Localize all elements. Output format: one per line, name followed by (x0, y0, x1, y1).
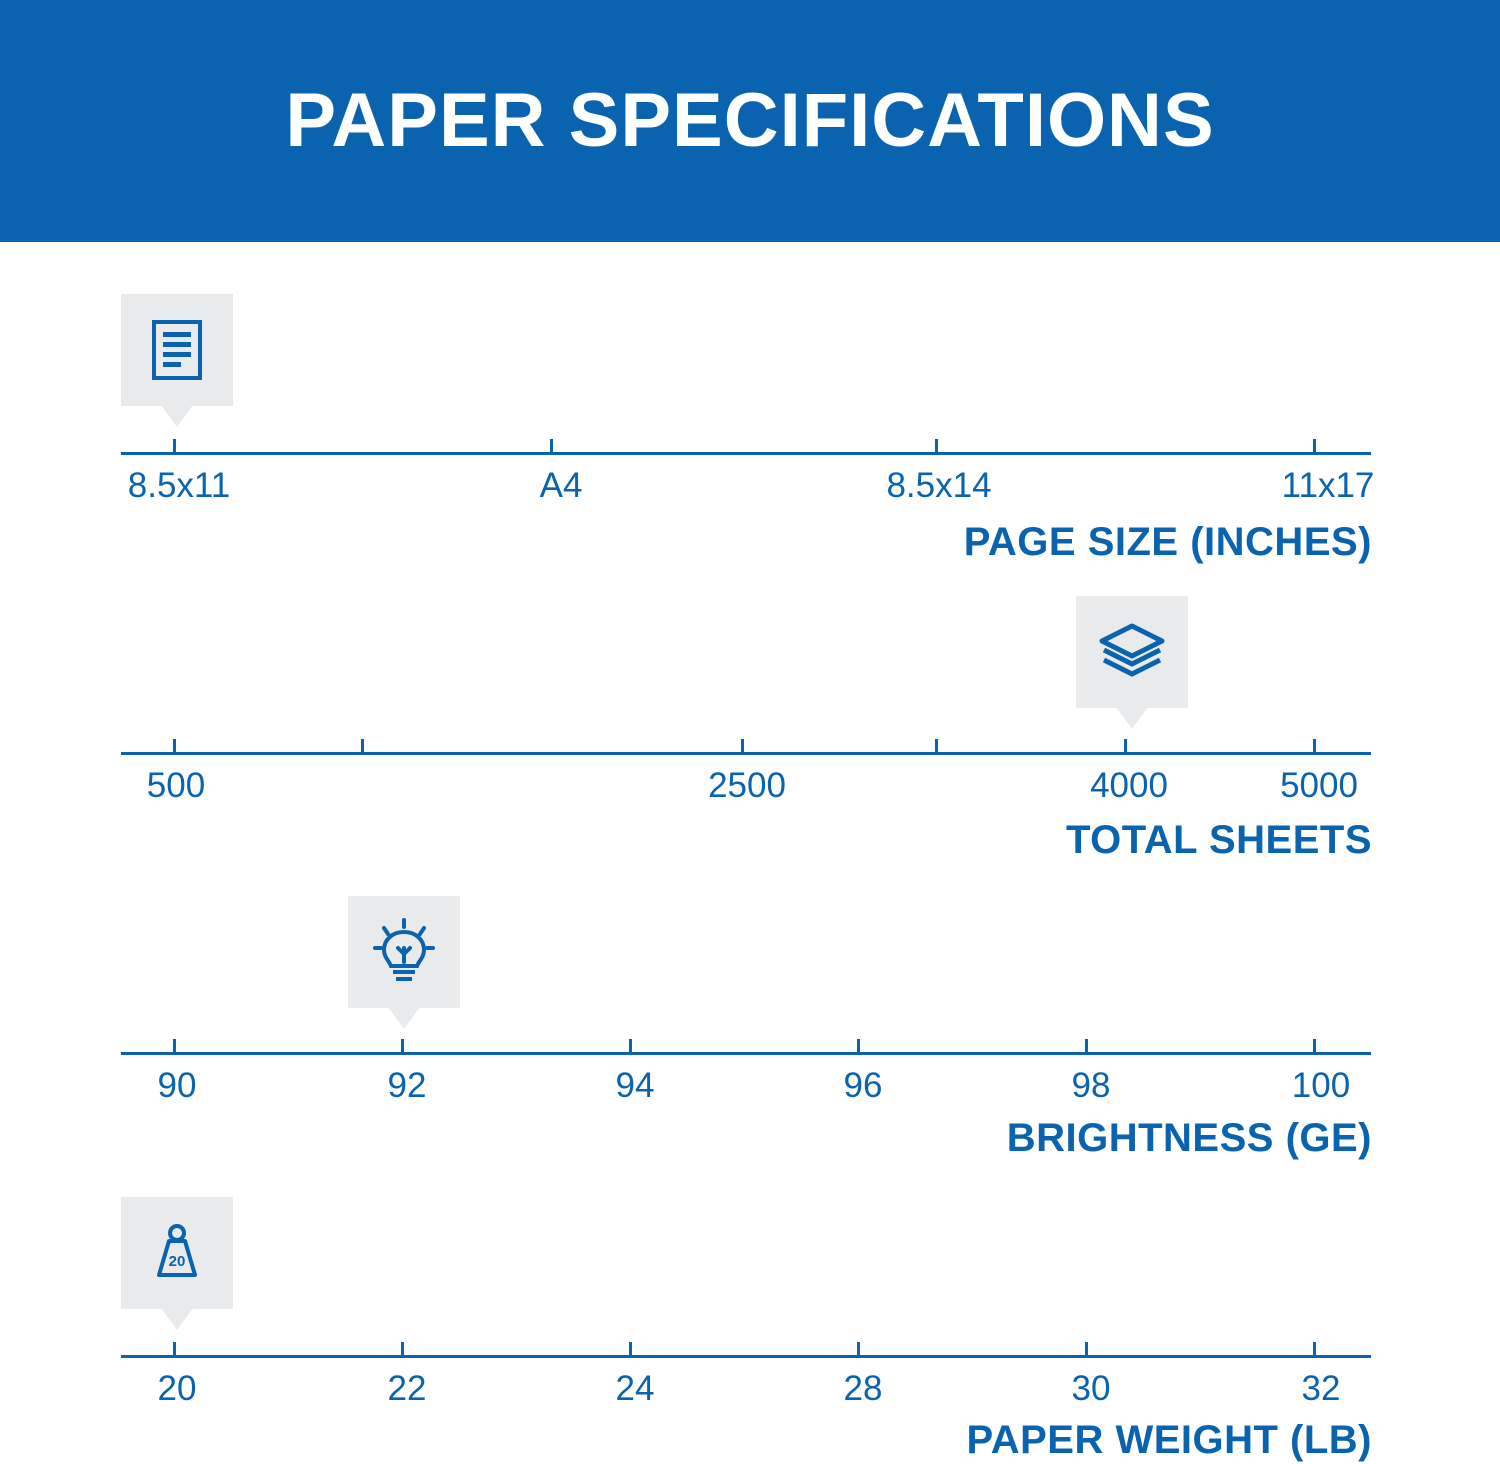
axis-tick-label: 28 (843, 1369, 883, 1408)
axis-tick-label: 98 (1071, 1066, 1111, 1105)
axis-tick (629, 1039, 632, 1052)
axis-tick (857, 1342, 860, 1355)
icon-pointer (161, 1308, 193, 1330)
axis-tick-label: 96 (843, 1066, 883, 1105)
brightness-caption: BRIGHTNESS (GE) (1006, 1116, 1372, 1160)
page-size-icon-marker (121, 294, 233, 418)
icon-box (121, 294, 233, 406)
axis-tick (173, 739, 176, 752)
axis-tick-label: A4 (539, 466, 583, 505)
axis-tick (1313, 739, 1316, 752)
axis-tick-label: 4000 (1090, 766, 1168, 805)
axis-tick (173, 1039, 176, 1052)
axis-tick (1313, 1039, 1316, 1052)
total-sheets-axis (121, 752, 1371, 805)
page-title: PAPER SPECIFICATIONS (285, 78, 1215, 163)
page-size-caption: PAGE SIZE (INCHES) (963, 520, 1372, 564)
axis-tick (629, 1342, 632, 1355)
axis-tick-label: 32 (1301, 1369, 1341, 1408)
axis-tick-label: 22 (387, 1369, 427, 1408)
svg-text:20: 20 (168, 1253, 186, 1270)
total-sheets-caption: TOTAL SHEETS (1065, 818, 1372, 862)
icon-pointer (161, 405, 193, 427)
axis-tick-label: 500 (146, 766, 206, 805)
lightbulb-icon (372, 918, 436, 986)
document-icon (150, 319, 204, 381)
axis-tick (1124, 739, 1127, 752)
axis-tick-label: 5000 (1280, 766, 1358, 805)
axis-tick (1313, 1342, 1316, 1355)
icon-box (1076, 596, 1188, 708)
icon-pointer (1116, 707, 1148, 729)
axis-tick (857, 1039, 860, 1052)
axis-tick (550, 439, 553, 452)
icon-pointer (388, 1007, 420, 1029)
axis-tick-label: 30 (1071, 1369, 1111, 1408)
paper-weight-icon-marker (121, 1197, 233, 1321)
weight-icon (145, 1221, 209, 1285)
header-banner (0, 0, 1500, 242)
brightness-axis (121, 1052, 1371, 1105)
axis-tick (361, 739, 364, 752)
paper-weight-axis (121, 1355, 1371, 1408)
axis-tick-label: 90 (157, 1066, 197, 1105)
axis-tick (1313, 439, 1316, 452)
icon-box (348, 896, 460, 1008)
axis-tick (173, 439, 176, 452)
page-size-axis (121, 452, 1375, 505)
axis-tick-label: 11x17 (1281, 466, 1375, 505)
axis-tick (173, 1342, 176, 1355)
brightness-icon-marker (348, 896, 460, 1020)
icon-box (121, 1197, 233, 1309)
axis-tick-label: 20 (157, 1369, 197, 1408)
axis-tick (935, 739, 938, 752)
axis-tick-label: 8.5x11 (127, 466, 231, 505)
axis-tick-label: 100 (1291, 1066, 1351, 1105)
paper-stack-icon (1099, 622, 1165, 682)
axis-tick-label: 8.5x14 (886, 466, 992, 505)
axis-tick (741, 739, 744, 752)
axis-tick-label: 24 (615, 1369, 655, 1408)
axis-tick (401, 1342, 404, 1355)
axis-tick-label: 2500 (708, 766, 786, 805)
axis-tick-label: 94 (615, 1066, 655, 1105)
total-sheets-icon-marker (1076, 596, 1188, 720)
axis-tick (401, 1039, 404, 1052)
axis-tick (935, 439, 938, 452)
axis-tick (1085, 1342, 1088, 1355)
axis-tick (1085, 1039, 1088, 1052)
paper-weight-caption: PAPER WEIGHT (LB) (966, 1418, 1372, 1462)
axis-tick-label: 92 (387, 1066, 427, 1105)
